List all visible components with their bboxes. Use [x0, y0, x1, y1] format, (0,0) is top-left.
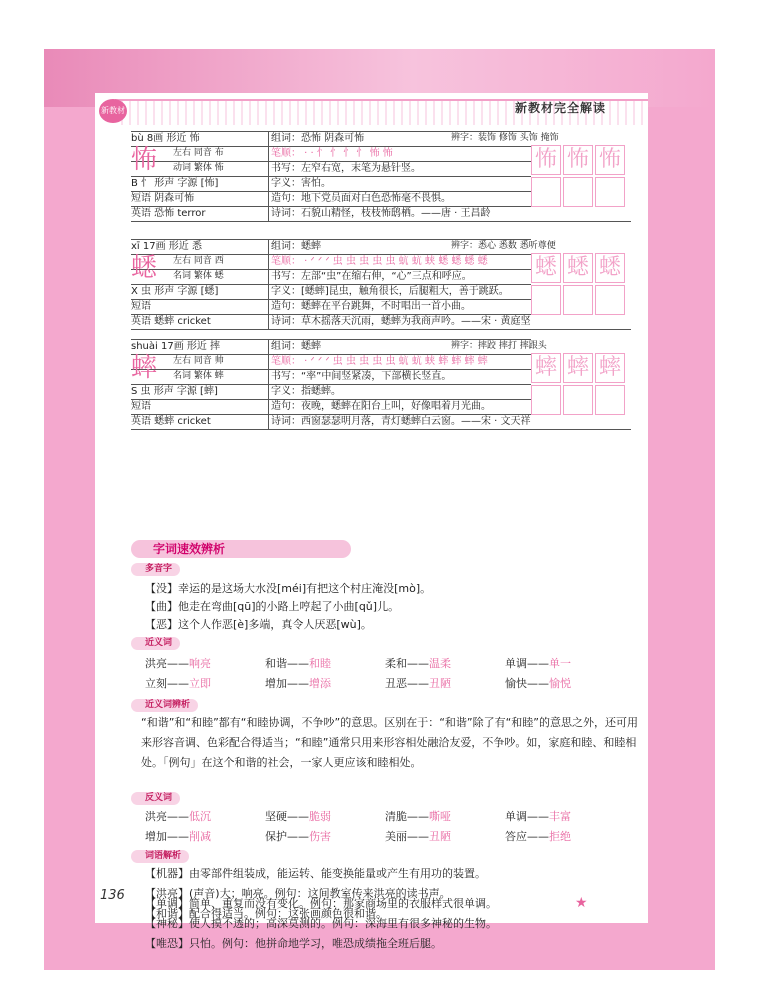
entry-row [131, 284, 531, 299]
pair-word: 丑恶—— [385, 677, 429, 690]
entry-row [131, 414, 531, 429]
entry-left-cell: X 虫 形声 字源 [蟋] [131, 286, 219, 297]
pair-word: 美丽—— [385, 830, 429, 843]
page-number: 136 [100, 888, 125, 903]
practice-cell [595, 285, 625, 315]
entry-right-cell: 字义：[蟋蟀]昆虫，触角很长，后腿粗大，善于跳跃。 [268, 285, 530, 299]
pair-word: 单调—— [505, 657, 549, 670]
big-character: 蟋 [131, 253, 158, 283]
practice-cell [563, 385, 593, 415]
bianxi-paragraph: “和谐”和“和睦”都有“和睦协调，不争吵”的意思。区别在于：“和谐”除了有“和睦”的意思之外，还可用来形容音调、色彩配合得适当；“和睦”通常只用来形容相处融洽友爱，不争吵。如，家庭和睦、和睦相处。「例句」在这个和谐的社会，一家人更应该和睦相处。 [141, 716, 638, 769]
entry-right-cell: 组词：蟋蟀 [268, 240, 530, 254]
practice-grid [531, 145, 628, 215]
pair-answer: 丑陋 [429, 677, 451, 690]
entry-right-cell: 字义：害怕。 [268, 177, 530, 191]
entry-left-cell: 英语 蟋蟀 cricket [131, 416, 211, 427]
practice-cell: 蟀 [563, 353, 593, 383]
fanyi-pair [265, 808, 331, 824]
practice-cell [595, 177, 625, 207]
fanyi-pair [385, 828, 451, 844]
entry-left-cell: shuài 17画 形近 摔 [131, 341, 221, 352]
pair-answer: 丑陋 [429, 830, 451, 843]
tag-duoyin: 多音字 [131, 563, 180, 576]
jinyi-pair [145, 675, 211, 691]
practice-cell: 怖 [595, 145, 625, 175]
bianzi: 辨字：摔跤 摔打 摔跟头 [451, 341, 547, 351]
tag-fanyi: 反义词 [131, 792, 180, 805]
practice-cell: 蟋 [563, 253, 593, 283]
entry-row [131, 384, 531, 399]
pair-answer: 单一 [549, 657, 571, 670]
entry-right-cell: 书写：左窄右宽，末笔为悬针竖。 [268, 162, 530, 176]
pair-word: 洪亮—— [145, 657, 189, 670]
pair-answer: 脆弱 [309, 810, 331, 823]
character-entry [131, 339, 631, 439]
entry-left-cell: 短语 阴森可怖 [131, 193, 195, 204]
practice-cell [595, 385, 625, 415]
entry-left-cell: 英语 蟋蟀 cricket [131, 316, 211, 327]
page [95, 93, 648, 950]
jinyi-pair [505, 655, 571, 671]
entry-row [131, 191, 531, 206]
tag-ciyu: 词语解析 [131, 850, 189, 863]
pair-word: 立刻—— [145, 677, 189, 690]
jinyi-pair [385, 655, 451, 671]
pair-answer: 拒绝 [549, 830, 571, 843]
duoyin-line: 【恶】这个人作恶[è]多端，真令人厌恶[wù]。 [145, 618, 372, 631]
fanyi-pair [145, 828, 211, 844]
duoyin-line: 【没】幸运的是这场大水没[méi]有把这个村庄淹没[mò]。 [145, 582, 432, 595]
ciyu-line: 【机器】由零部件组装成，能运转、能变换能量或产生有用功的装置。 [145, 867, 486, 880]
entry-row [131, 176, 531, 191]
fanyi-pair [385, 808, 451, 824]
ciyu-line: 【神秘】使人摸不透的；高深莫测的。例句：深海里有很多神秘的生物。 [145, 917, 497, 930]
pair-answer: 温柔 [429, 657, 451, 670]
pair-answer: 增添 [309, 677, 331, 690]
jinyi-pair [505, 675, 571, 691]
practice-cell [531, 385, 561, 415]
entry-left-cell: xī 17画 形近 悉 [131, 241, 202, 252]
pair-answer: 嘶哑 [429, 810, 451, 823]
practice-cell: 蟀 [531, 353, 561, 383]
pair-answer: 响亮 [189, 657, 211, 670]
practice-cell [531, 285, 561, 315]
entry-left-cell: 短语 [131, 401, 151, 412]
entry-right-cell: 诗词：草木摇落天沉雨，蟋蟀为我商声吟。——宋 · 黄庭坚 [268, 315, 530, 329]
entry-right-cell: 笔顺： · · 忄 忄 忄 忄 怖 怖 [268, 147, 530, 161]
character-entry [131, 131, 631, 231]
star-outline-icon: ★ [589, 895, 605, 911]
jinyi-pair [265, 675, 331, 691]
entry-right-cell: 组词：蟋蟀 [268, 340, 530, 354]
pair-word: 增加—— [265, 677, 309, 690]
pair-word: 和谐—— [265, 657, 309, 670]
entry-right-cell: 造句：地下党员面对白色恐怖毫不畏惧。 [268, 192, 530, 206]
entry-right-cell: 笔顺： · ᐟ ᐟ ᐟ 虫 虫 虫 虫 虫 蚢 蚢 蛱 蟋 蟋 蟋 蟋 [268, 255, 530, 269]
star-icon: ★ [575, 895, 590, 911]
entry-right-cell: 诗词：西窗瑟瑟明月落，青灯蟋蟀白云窗。——宋 · 文天祥 [268, 415, 530, 429]
practice-cell [563, 285, 593, 315]
entry-right-cell: 造句：蟋蟀在平台跳舞，不时唱出一首小曲。 [268, 300, 530, 314]
practice-cell: 蟀 [595, 353, 625, 383]
practice-cell [563, 177, 593, 207]
page-header [95, 93, 648, 125]
pair-word: 答应—— [505, 830, 549, 843]
tag-jinyi: 近义词 [131, 637, 180, 650]
duoyin-line: 【曲】他走在弯曲[qū]的小路上哼起了小曲[qǔ]儿。 [145, 600, 400, 613]
entry-bottom-rule [131, 221, 631, 222]
tag-jinyi-bianxi: 近义词辨析 [131, 699, 198, 712]
entry-right-cell: 书写：左部“虫”在缩右伸，“心”三点和呼应。 [268, 270, 530, 284]
char-info: 动词 繁体 怖 [173, 163, 224, 173]
ciyu-line: 【唯恐】只怕。例句：他拼命地学习，唯恐成绩拖全班后腿。 [145, 937, 442, 950]
fanyi-pair [145, 808, 211, 824]
ciyu-line: 【单调】简单、重复而没有变化。例句：那家商场里的衣服样式很单调。 [145, 897, 497, 910]
pair-word: 增加—— [145, 830, 189, 843]
pair-answer: 低沉 [189, 810, 211, 823]
difficulty-stars [575, 895, 619, 911]
bianzi: 辨字：装饰 修饰 头饰 掩饰 [451, 133, 559, 143]
entry-right-cell: 字义：指蟋蟀。 [268, 385, 530, 399]
jinyi-pair [265, 655, 331, 671]
section-title: 字词速效辨析 [131, 540, 351, 558]
entry-row [131, 314, 531, 329]
pair-word: 洪亮—— [145, 810, 189, 823]
pair-word: 清脆—— [385, 810, 429, 823]
jinyi-pair [385, 675, 451, 691]
pair-word: 保护—— [265, 830, 309, 843]
entry-left-cell: S 虫 形声 字源 [蟀] [131, 386, 218, 397]
pair-answer: 立即 [189, 677, 211, 690]
pair-answer: 削减 [189, 830, 211, 843]
char-info: 左右 同音 布 [173, 148, 224, 158]
pair-word: 坚硬—— [265, 810, 309, 823]
jinyi-pair [145, 655, 211, 671]
entry-right-cell: 笔顺： · ᐟ ᐟ ᐟ 虫 虫 虫 虫 虫 蚢 蚢 蛱 蟀 蟀 蟀 蟀 [268, 355, 530, 369]
star-outline-icon: ★ [604, 895, 619, 911]
entry-bottom-rule [131, 429, 631, 430]
char-info: 左右 同音 西 [173, 256, 224, 266]
entry-right-cell: 书写：“率”中间竖紧凑，下部横长竖直。 [268, 370, 530, 384]
entry-bottom-rule [131, 329, 631, 330]
practice-grid [531, 253, 628, 323]
entry-right-cell: 组词：恐怖 阴森可怖 [268, 132, 530, 146]
entry-left-cell: B 忄 形声 字源 [怖] [131, 178, 219, 189]
header-title: 新教材完全解读 [514, 101, 606, 115]
entry-row [131, 299, 531, 314]
practice-cell: 怖 [563, 145, 593, 175]
entry-row [131, 399, 531, 414]
pair-word: 柔和—— [385, 657, 429, 670]
entry-right-cell: 诗词：石貌山精怪，枝枝怖鸱栖。——唐 · 王昌龄 [268, 207, 530, 221]
pair-answer: 愉悦 [549, 677, 571, 690]
ciyu-line: 【和谐】配合得适当。例句：这张画颜色很和谐。 [145, 907, 387, 920]
practice-cell [531, 177, 561, 207]
pair-answer: 丰富 [549, 810, 571, 823]
pair-word: 单调—— [505, 810, 549, 823]
fanyi-pair [265, 828, 331, 844]
practice-cell: 蟋 [531, 253, 561, 283]
char-info: 名词 繁体 蟀 [173, 371, 224, 381]
pair-answer: 和睦 [309, 657, 331, 670]
fanyi-pair [505, 808, 571, 824]
logo: 新教材 [99, 99, 127, 123]
bianzi: 辨字：悉心 悉数 悉听尊便 [451, 241, 556, 251]
entry-left-cell: 英语 恐怖 terror [131, 208, 206, 219]
char-info: 左右 同音 帅 [173, 356, 224, 366]
practice-cell: 蟋 [595, 253, 625, 283]
char-info: 名词 繁体 蟋 [173, 271, 224, 281]
big-character: 怖 [131, 145, 158, 175]
practice-grid [531, 353, 628, 423]
fanyi-pair [505, 828, 571, 844]
entry-right-cell: 造句：夜晚，蟋蟀在阳台上叫，好像唱着月光曲。 [268, 400, 530, 414]
ciyu-line: 【洪亮】(声音)大；响亮。例句：这间教室传来洪亮的读书声。 [145, 887, 451, 900]
entry-left-cell: 短语 [131, 301, 151, 312]
practice-cell: 怖 [531, 145, 561, 175]
big-character: 蟀 [131, 353, 158, 383]
pair-answer: 伤害 [309, 830, 331, 843]
character-entry [131, 239, 631, 339]
pair-word: 愉快—— [505, 677, 549, 690]
entry-left-cell: bù 8画 形近 怖 [131, 133, 200, 144]
entry-row [131, 206, 531, 221]
